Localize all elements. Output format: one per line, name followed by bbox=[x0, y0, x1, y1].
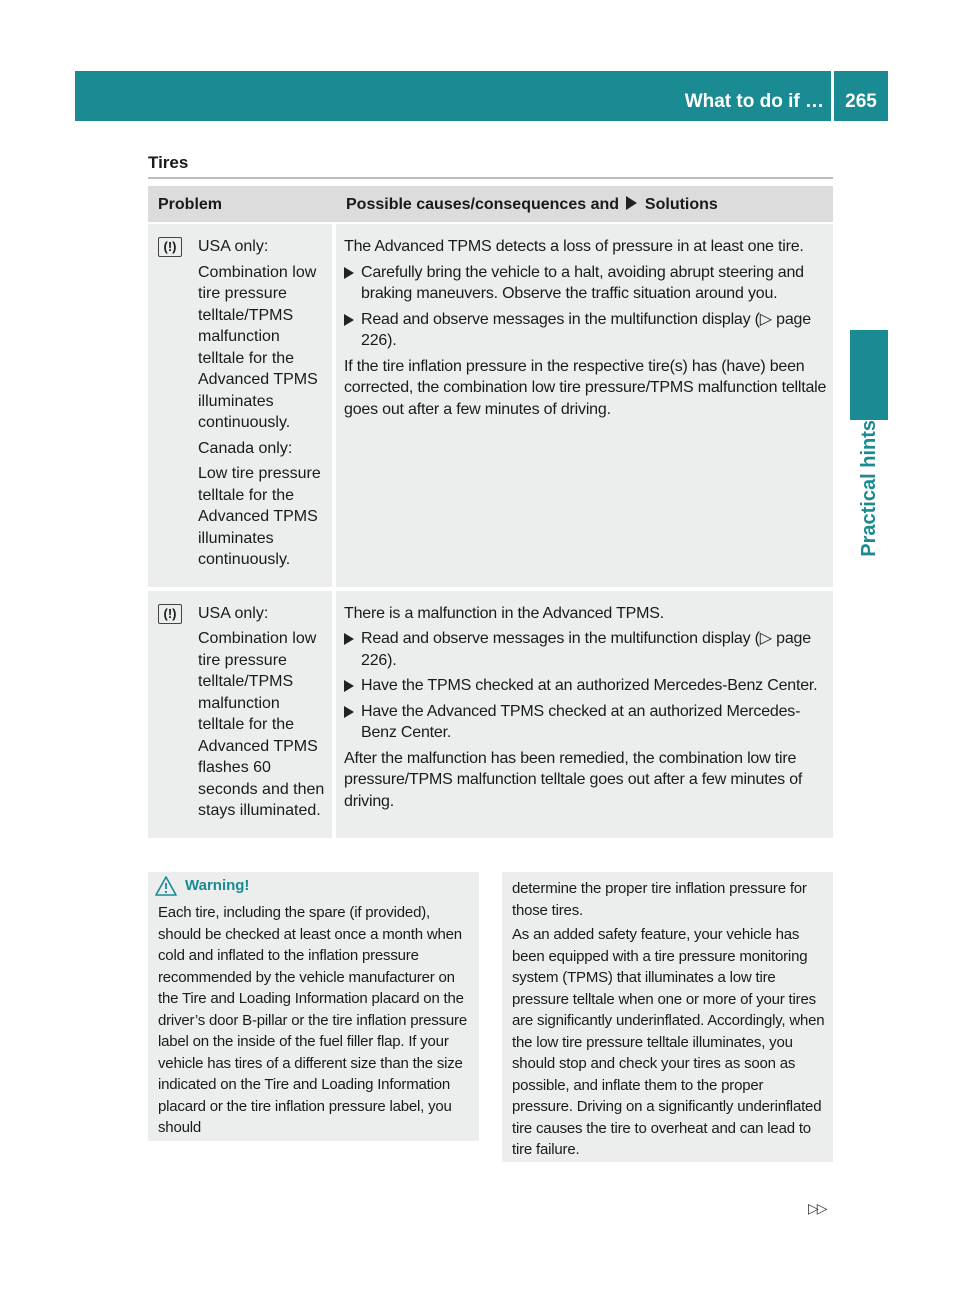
warning-text-wrap bbox=[148, 896, 479, 1148]
step-arrow-icon bbox=[344, 706, 354, 718]
side-tab-label-text: Practical hints bbox=[858, 420, 880, 557]
warning-title: Warning! bbox=[185, 877, 250, 894]
step-arrow-icon bbox=[344, 633, 354, 645]
chapter-title: What to do if … bbox=[684, 91, 824, 112]
table-row bbox=[148, 591, 833, 842]
problem-region: USA only: bbox=[198, 604, 269, 622]
warning-box bbox=[148, 872, 479, 1141]
problem-region: USA only: bbox=[198, 238, 269, 255]
header-causes bbox=[336, 186, 833, 224]
table-header-row bbox=[148, 186, 833, 224]
step-text: Have the TPMS checked at an authorized Mercedes-Benz Center. bbox=[361, 677, 818, 694]
header-causes-text: Possible causes/consequences and bbox=[346, 196, 620, 213]
step-text: Carefully bring the vehicle to a halt, avoiding abrupt steering and braking maneuvers. Observe the traffic situation around you. bbox=[361, 263, 804, 302]
solution-step bbox=[344, 628, 827, 671]
solution-step bbox=[344, 701, 827, 744]
tires-table bbox=[148, 186, 833, 842]
step-text: Read and observe messages in the multifunction display (▷ page 226). bbox=[361, 630, 811, 669]
warning-continuation-box bbox=[502, 872, 833, 1162]
header-problem: Problem bbox=[148, 186, 336, 224]
solution-step bbox=[344, 262, 827, 305]
page-number: 265 bbox=[845, 91, 877, 112]
solution-intro: There is a malfunction in the Advanced TPMS. bbox=[344, 604, 664, 622]
tpms-warning-icon: (!) bbox=[158, 237, 182, 257]
section-title: Tires bbox=[148, 153, 189, 172]
header-solutions-text: Solutions bbox=[644, 196, 718, 213]
warning-continuation-text: As an added safety feature, your vehicle has been equipped with a tire pressure monitoring system (TPMS) that illuminates a low tire pressure telltale when one or more of your tires are significantly underinflated. Accordingly, when the low tire pressure telltale illuminates, you should stop and check your tires as soon as possible, and inflate them to the proper pressure. Driving on a significantly underinflated tire causes the tire to overheat and can lead to tire failure. bbox=[512, 926, 825, 1158]
step-arrow-icon bbox=[344, 267, 354, 279]
solutions-arrow-icon bbox=[626, 196, 637, 210]
solution-step bbox=[344, 309, 827, 352]
problem-description: Combination low tire pressure telltale/TPMS malfunction telltale for the Advanced TPMS illuminates continuously. bbox=[198, 263, 318, 431]
row-icon-cell bbox=[148, 224, 196, 591]
step-text: Have the Advanced TPMS checked at an authorized Mercedes-Benz Center. bbox=[361, 702, 801, 741]
solution-outro: After the malfunction has been remedied, the combination low tire pressure/TPMS malfunction telltale goes out after a few minutes of driving. bbox=[344, 749, 803, 810]
step-arrow-icon bbox=[344, 680, 354, 692]
side-tab-label bbox=[857, 420, 881, 620]
warning-continuation-text: determine the proper tire inflation pressure for those tires. bbox=[512, 880, 807, 919]
warning-continuation-wrap bbox=[502, 872, 833, 1170]
row-solution-cell bbox=[336, 224, 833, 591]
solution-intro: The Advanced TPMS detects a loss of pressure in at least one tire. bbox=[344, 238, 804, 255]
warning-triangle-icon bbox=[155, 876, 177, 896]
step-text: Read and observe messages in the multifunction display (▷ page 226). bbox=[361, 310, 811, 349]
table-row bbox=[148, 224, 833, 591]
solution-step bbox=[344, 675, 827, 697]
continue-marker: ▷▷ bbox=[808, 1200, 826, 1216]
problem-description: Combination low tire pressure telltale/TPMS malfunction telltale for the Advanced TPMS flashes 60 seconds and then stays illuminated. bbox=[198, 630, 325, 819]
warning-header bbox=[148, 876, 479, 896]
step-arrow-icon bbox=[344, 314, 354, 326]
row-icon-cell bbox=[148, 591, 196, 842]
problem-region: Canada only: bbox=[198, 439, 293, 457]
problem-description: Low tire pressure telltale for the Advanced TPMS illuminates continuously. bbox=[198, 465, 321, 568]
solution-outro: If the tire inflation pressure in the respective tire(s) has (have) been corrected, the combination low tire pressure/TPMS malfunction telltale goes out after a few minutes of driving. bbox=[344, 357, 827, 418]
header-divider bbox=[831, 71, 834, 121]
row-solution-cell bbox=[336, 591, 833, 842]
side-tab bbox=[850, 330, 888, 420]
tpms-warning-icon: (!) bbox=[158, 604, 182, 624]
section-rule bbox=[148, 177, 833, 179]
row-problem-cell bbox=[196, 591, 336, 842]
warning-text: Each tire, including the spare (if provided), should be checked at least once a month when cold and inflated to the inflation pressure recommended by the vehicle manufacturer on the Tire and Loading Information placard on the driver’s door B-pillar or the tire inflation pressure label on the inside of the fuel filler flap. If your vehicle has tires of a different size than the size indicated on the Tire and Loading Information placard or the tire inflation pressure label, you should bbox=[158, 904, 467, 1136]
row-problem-cell bbox=[196, 224, 336, 591]
